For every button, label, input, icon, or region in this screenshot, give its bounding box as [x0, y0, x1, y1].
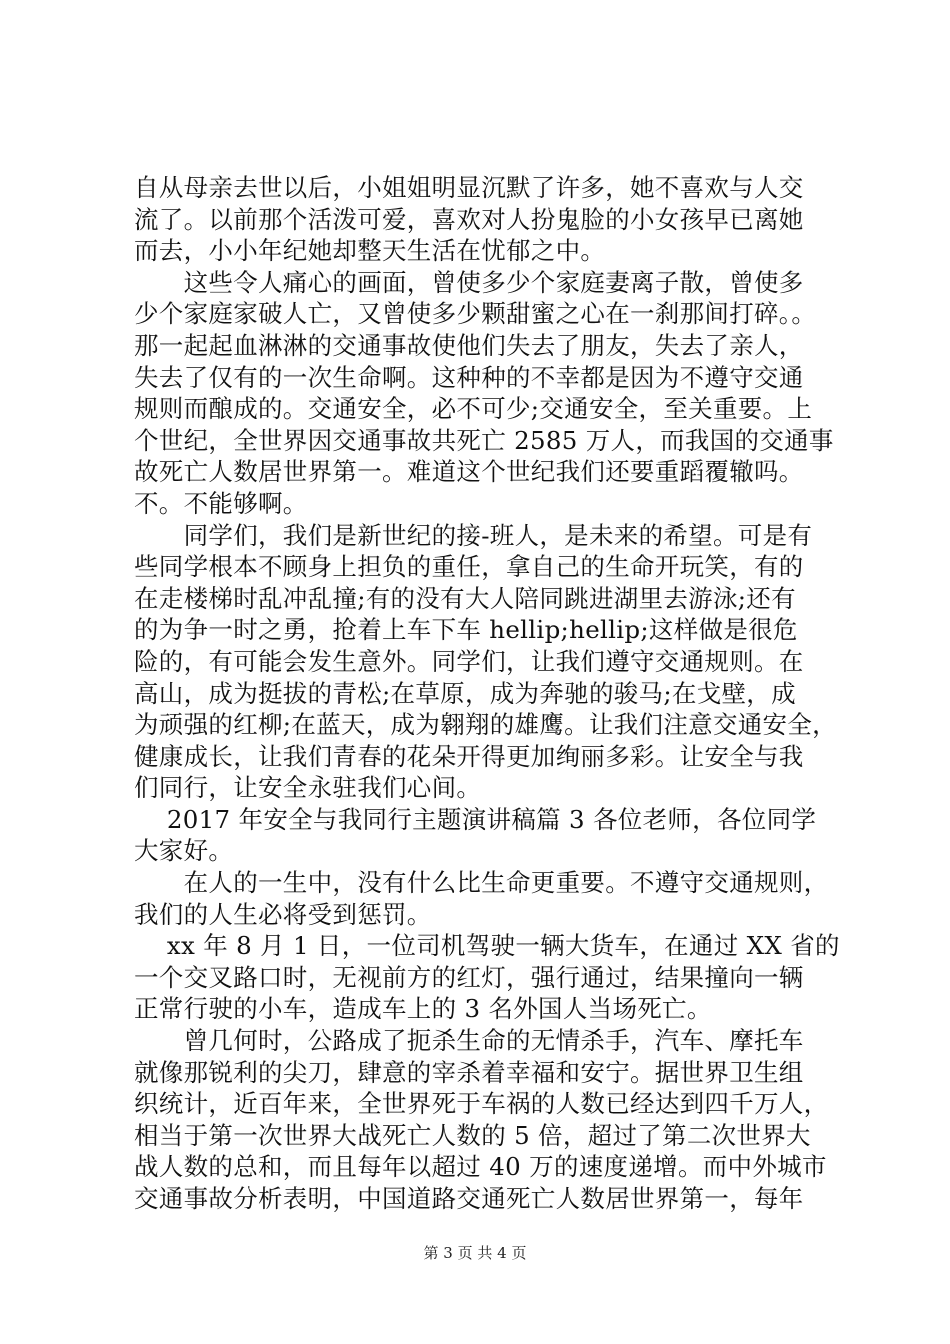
text-line: 那一起起血淋淋的交通事故使他们失去了朋友，失去了亲人，	[134, 330, 804, 360]
text-line: 我们的人生必将受到惩罚。	[134, 899, 432, 929]
text-line: 战人数的总和，而且每年以超过 40 万的速度递增。而中外城市	[134, 1152, 827, 1182]
text-line: 曾几何时，公路成了扼杀生命的无情杀手，汽车、摩托车	[134, 1026, 804, 1056]
text-line: 规则而酿成的。交通安全，必不可少;交通安全，至关重要。上	[134, 394, 813, 424]
text-line: 在走楼梯时乱冲乱撞;有的没有大人陪同跳进湖里去游泳;还有	[134, 583, 796, 613]
text-line: 就像那锐利的尖刀，肆意的宰杀着幸福和安宁。据世界卫生组	[134, 1057, 804, 1087]
text-line: 险的，有可能会发生意外。同学们，让我们遵守交通规则。在	[134, 646, 804, 676]
text-line: 流了。以前那个活泼可爱，喜欢对人扮鬼脸的小女孩早已离她	[134, 204, 804, 234]
text-line: 交通事故分析表明，中国道路交通死亡人数居世界第一，每年	[134, 1184, 804, 1213]
text-line: 而去，小小年纪她却整天生活在忧郁之中。	[134, 236, 606, 266]
text-line: 失去了仅有的一次生命啊。这种种的不幸都是因为不遵守交通	[134, 362, 804, 392]
text-line: 同学们，我们是新世纪的接-班人，是未来的希望。可是有	[134, 520, 813, 550]
text-line: 自从母亲去世以后，小姐姐明显沉默了许多，她不喜欢与人交	[134, 173, 804, 202]
page-footer: 第 3 页 共 4 页	[423, 1244, 527, 1262]
text-line: 些同学根本不顾身上担负的重任，拿自己的生命开玩笑，有的	[134, 552, 804, 582]
document-body	[134, 172, 840, 1215]
text-line: 2017 年安全与我同行主题演讲稿篇 3 各位老师，各位同学	[134, 804, 817, 834]
text-line: 正常行驶的小车，造成车上的 3 名外国人当场死亡。	[134, 994, 712, 1024]
text-line: 们同行，让安全永驻我们心间。	[134, 773, 482, 803]
text-line: 相当于第一次世界大战死亡人数的 5 倍，超过了第二次世界大	[134, 1120, 811, 1150]
text-line: 在人的一生中，没有什么比生命更重要。不遵守交通规则，	[134, 868, 829, 898]
text-line: 健康成长，让我们青春的花朵开得更加绚丽多彩。让安全与我	[134, 741, 804, 771]
text-line: xx 年 8 月 1 日，一位司机驾驶一辆大货车，在通过 XX 省的	[134, 931, 840, 961]
text-line: 少个家庭家破人亡，又曾使多少颗甜蜜之心在一刹那间打碎。。	[134, 299, 817, 329]
text-line: 大家好。	[134, 836, 234, 866]
text-line: 个世纪，全世界因交通事故共死亡 2585 万人，而我国的交通事	[134, 425, 834, 455]
text-line: 故死亡人数居世界第一。难道这个世纪我们还要重蹈覆辙吗。	[134, 457, 804, 487]
text-line: 的为争一时之勇，抢着上车下车 hellip;hellip;这样做是很危	[134, 615, 798, 645]
text-line: 一个交叉路口时，无视前方的红灯，强行通过，结果撞向一辆	[134, 962, 804, 992]
text-line: 这些令人痛心的画面，曾使多少个家庭妻离子散，曾使多	[134, 267, 804, 297]
text-line: 高山，成为挺拔的青松;在草原，成为奔驰的骏马;在戈壁，成	[134, 678, 796, 708]
text-line: 织统计，近百年来，全世界死于车祸的人数已经达到四千万人，	[134, 1089, 829, 1119]
text-line: 不。不能够啊。	[134, 488, 308, 518]
text-line: 为顽强的红柳;在蓝天，成为翱翔的雄鹰。让我们注意交通安全，	[134, 710, 837, 740]
